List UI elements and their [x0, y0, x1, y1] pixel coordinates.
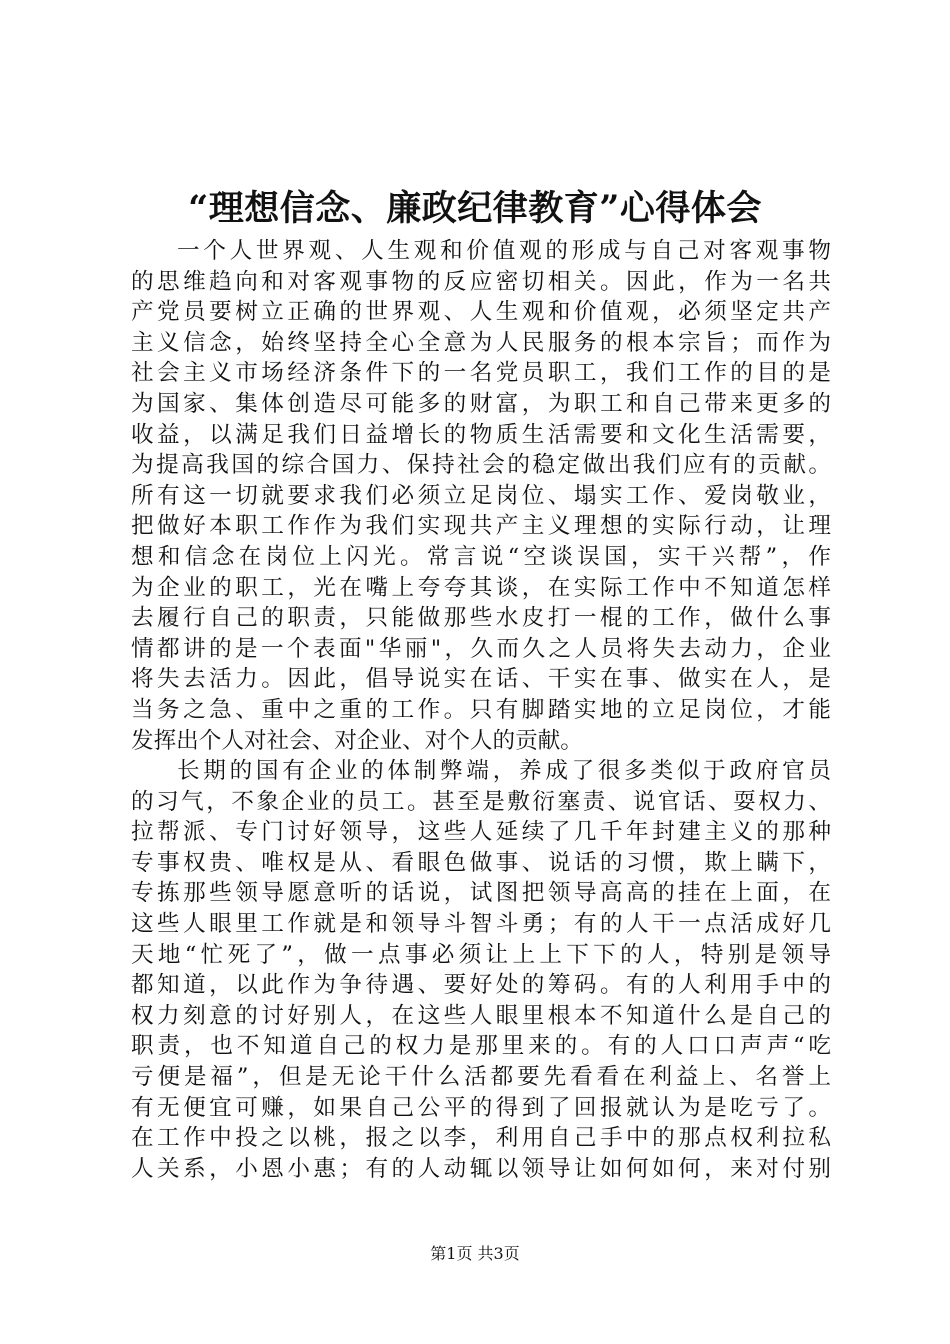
body-line: 当务之急、重中之重的工作。只有脚踏实地的立足岗位，才能 — [131, 696, 831, 723]
body-line: 为国家、集体创造尽可能多的财富，为职工和自己带来更多的 — [131, 390, 831, 417]
body-line: 天地“忙死了”，做一点事必须让上上下下的人，特别是领导 — [131, 941, 831, 968]
body-line: 有无便宜可赚，如果自己公平的得到了回报就认为是吃亏了。 — [131, 1094, 831, 1121]
body-line: 产党员要树立正确的世界观、人生观和价值观，必须坚定共产 — [131, 299, 831, 326]
body-line: 发挥出个人对社会、对企业、对个人的贡献。 — [131, 727, 583, 754]
body-line: 职责，也不知道自己的权力是那里来的。有的人口口声声“吃 — [131, 1033, 831, 1060]
body-line: 长期的国有企业的体制弊端，养成了很多类似于政府官员 — [177, 758, 831, 785]
body-line: 专拣那些领导愿意听的话说，试图把领导高高的挂在上面，在 — [131, 880, 831, 907]
page-number-footer: 第1页 共3页 — [430, 1244, 520, 1263]
body-line: 想和信念在岗位上闪光。常言说“空谈误国，实干兴帮”，作 — [131, 543, 831, 570]
body-line: 把做好本职工作作为我们实现共产主义理想的实际行动，让理 — [131, 513, 831, 540]
body-line: 人关系，小恩小惠；有的人动辄以领导让如何如何，来对付别 — [131, 1155, 831, 1182]
body-line: 亏便是福”，但是无论干什么活都要先看看在利益上、名誉上 — [131, 1064, 831, 1091]
body-line: 在工作中投之以桃，报之以李，利用自己手中的那点权利拉私 — [131, 1125, 831, 1152]
body-line: 拉帮派、专门讨好领导，这些人延续了几千年封建主义的那种 — [131, 819, 831, 846]
body-line: 将失去活力。因此，倡导说实在话、干实在事、做实在人，是 — [131, 666, 831, 693]
body-line: 权力刻意的讨好别人，在这些人眼里根本不知道什么是自己的 — [131, 1002, 831, 1029]
body-line: 这些人眼里工作就是和领导斗智斗勇；有的人干一点活成好几 — [131, 911, 831, 938]
body-line: 的习气，不象企业的员工。甚至是敷衍塞责、说官话、耍权力、 — [131, 788, 831, 815]
body-line: 去履行自己的职责，只能做那些水皮打一棍的工作，做什么事 — [131, 605, 831, 632]
body-line: 都知道，以此作为争待遇、要好处的筹码。有的人利用手中的 — [131, 972, 831, 999]
body-line: 所有这一切就要求我们必须立足岗位、塌实工作、爱岗敬业， — [131, 482, 831, 509]
body-line: 一个人世界观、人生观和价值观的形成与自己对客观事物 — [177, 238, 831, 264]
body-line: 为提高我国的综合国力、保持社会的稳定做出我们应有的贡献。 — [131, 452, 831, 479]
body-line: 的思维趋向和对客观事物的反应密切相关。因此，作为一名共 — [131, 268, 831, 295]
body-line: 为企业的职工，光在嘴上夸夸其谈，在实际工作中不知道怎样 — [131, 574, 831, 601]
body-line: 社会主义市场经济条件下的一名党员职工，我们工作的目的是 — [131, 360, 831, 387]
body-line: 专事权贵、唯权是从、看眼色做事、说话的习惯，欺上瞒下， — [131, 849, 831, 876]
body-line: 主义信念，始终坚持全心全意为人民服务的根本宗旨；而作为 — [131, 329, 831, 356]
body-line: 收益，以满足我们日益增长的物质生活需要和文化生活需要， — [131, 421, 831, 448]
body-line: 情都讲的是一个表面"华丽"，久而久之人员将失去动力，企业 — [131, 635, 831, 662]
document-title: “理想信念、廉政纪律教育”心得体会 — [188, 188, 762, 229]
document-body — [131, 236, 831, 1184]
